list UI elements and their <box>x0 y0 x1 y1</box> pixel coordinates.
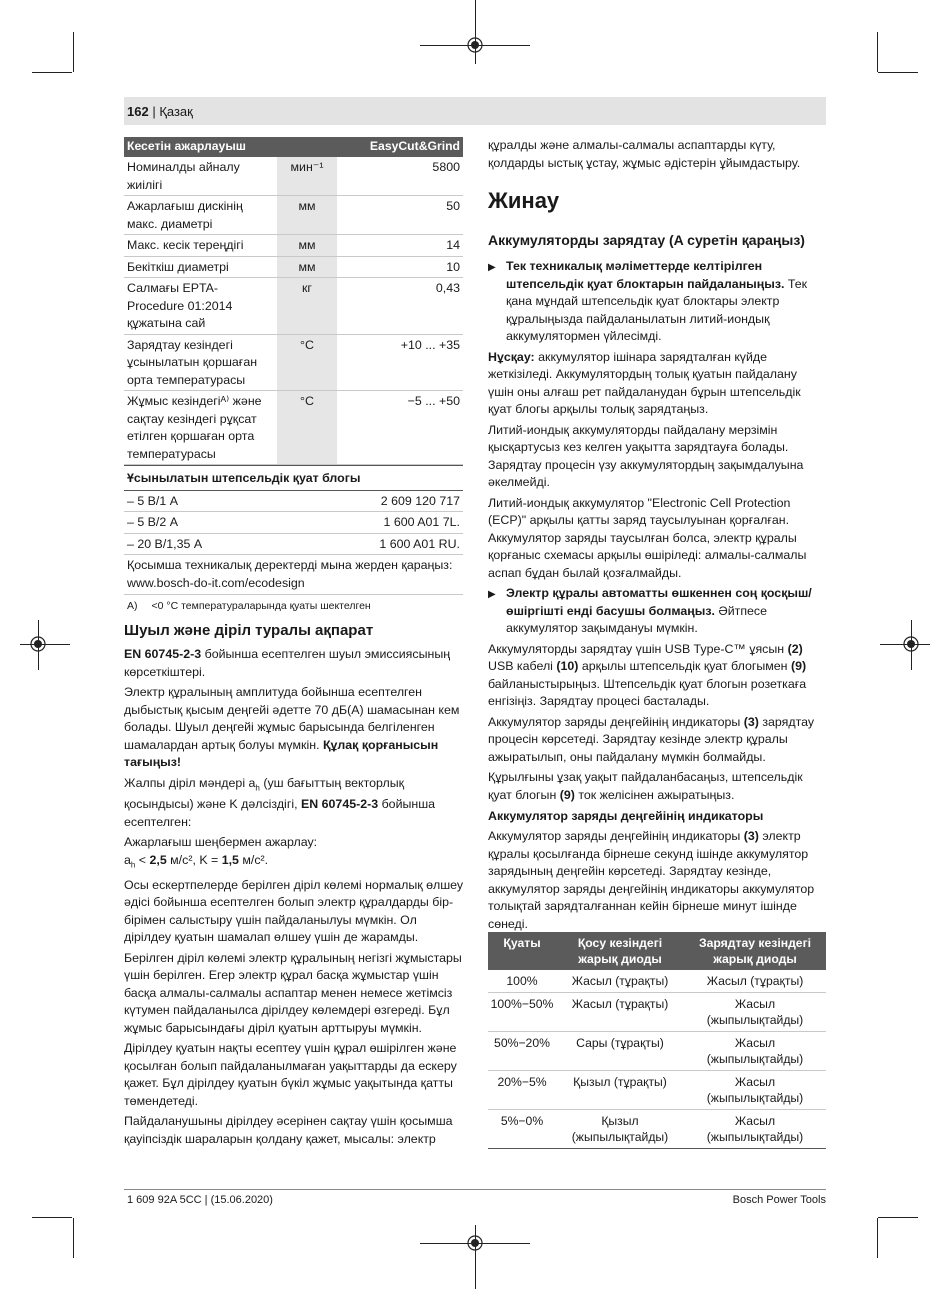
text: USB кабелі <box>488 659 557 673</box>
text <box>506 585 826 638</box>
text: Аккумулятор заряды деңгейінің индикаторы <box>488 829 744 843</box>
spec-label: Ажарлағыш дискінің макс. диаметрі <box>127 199 243 231</box>
spec-unit: мм <box>277 257 337 278</box>
spec-label: Жұмыс кезіндегіᴬ⁾ және сақтау кезіндегі рұқсат етілген қоршаған орта температурасы <box>127 394 262 461</box>
table-cell: Сары (тұрақты) <box>576 1036 664 1050</box>
table-cell: Жасыл (тұрақты) <box>571 974 669 988</box>
charging-title: Аккумуляторды зарядтау (A суретін қараңыз) <box>488 232 805 248</box>
spec-row <box>124 196 463 235</box>
table-row <box>488 970 826 993</box>
text: Аккумуляторды зарядтау үшін USB Type-C™ ұясын <box>488 641 788 656</box>
table-cell: Жасыл (тұрақты) <box>571 997 669 1011</box>
spec-value: −5 ... +50 <box>407 394 460 408</box>
charger-row <box>124 512 463 534</box>
spec-unit: °C <box>277 335 337 391</box>
noise-body <box>124 646 464 1151</box>
charger-name: – 5 В/2 А <box>127 515 178 529</box>
table-row <box>488 1071 826 1110</box>
safety-item <box>488 585 826 638</box>
noise-section-title: Шуыл және діріл туралы ақпарат <box>124 622 374 639</box>
paragraph <box>488 769 826 804</box>
ref-number: (10) <box>556 659 579 673</box>
charger-name: – 5 В/1 А <box>127 493 178 508</box>
spec-table <box>124 137 463 619</box>
charger-code: 2 609 120 717 <box>380 493 460 508</box>
text: ток желісінен ажыратыңыз. <box>574 787 735 802</box>
crop-mark <box>73 1218 74 1258</box>
spec-label: Бекіткіш диаметрі <box>127 259 229 274</box>
paragraph <box>488 641 826 711</box>
arrow-bullet-icon: ▶ <box>488 262 496 273</box>
text: арқылы штепсельдік қуат блогымен <box>578 659 791 673</box>
charger-row <box>124 534 463 556</box>
spec-value: +10 ... +35 <box>400 337 460 352</box>
table-cell: 20%−5% <box>497 1075 547 1089</box>
text: Әйтпесе аккумулятор зақымдануы мүмкін. <box>506 603 768 635</box>
text: Жалпы діріл мәндері a <box>124 775 256 790</box>
paragraph: Пайдаланушыны дірілдеу әсерінен сақтау үшін қосымша қауіпсіздік шараларын қолдану қажет, мысалы: электр <box>124 1114 453 1146</box>
footer-doc-number: 1 609 92A 5CC | (15.06.2020) <box>127 1194 273 1206</box>
spec-row <box>124 257 463 279</box>
spec-unit: мин⁻¹ <box>277 157 337 195</box>
paragraph <box>488 828 826 933</box>
spec-value: 10 <box>446 259 460 274</box>
charge-level-title: Аккумулятор заряды деңгейінің индикаторы <box>488 809 764 823</box>
spec-row <box>124 157 463 196</box>
ref-number: (3) <box>743 829 759 843</box>
table-cell: Қызыл (тұрақты) <box>573 1075 667 1089</box>
ref-number: (9) <box>559 787 575 802</box>
crop-mark <box>878 1217 918 1218</box>
table-row <box>488 1110 826 1149</box>
table-cell: Жасыл (жыпылықтайды) <box>706 1114 804 1144</box>
text: Электр құралының амплитуда бойынша есептелген дыбыстық қысым деңгейі әдетте 70 дБ(A) шамасынан кем болады. Шуыл деңгейі жұмыс барысында белгіленген шамалардан артық болуы мүмкін. <box>124 685 460 752</box>
crop-mark <box>32 72 72 73</box>
spec-head-right: EasyCut&Grind <box>369 139 460 154</box>
text: аккумулятор ішінара зарядталған күйде жеткізіледі. Аккумулятордың толық қуатын пайдалану үшін оны алғаш рет пайдаланудан бұрын штепсельдік қуат блогы арқылы толық зарядтаңыз. <box>488 349 801 416</box>
text: зарядтау процесін көрсетеді. Зарядтау кезінде электр құралы ажыратылып, оны пайдалану мүмкін болмайды. <box>488 714 815 764</box>
text: м/с², K = <box>166 852 222 867</box>
standard-ref: EN 60745-2-3 <box>124 647 202 661</box>
paragraph <box>124 684 464 772</box>
charge-level-body <box>488 828 826 936</box>
charger-section-title: Ұсынылатын штепсельдік қуат блогы <box>124 465 463 491</box>
table-cell: Жасыл (тұрақты) <box>706 974 804 988</box>
column-header: Қуаты <box>503 936 541 950</box>
table-cell: 50%−20% <box>494 1036 550 1050</box>
text: (уш бағыттың векторлық қосындысы) және K дәлсіздігі, <box>124 775 405 812</box>
footer-brand: Bosch Power Tools <box>732 1194 826 1206</box>
assembly-title: Жинау <box>488 188 560 213</box>
registration-mark-icon <box>464 1232 486 1254</box>
paragraph: Литий-иондық аккумуляторды пайдалану мерзімін қысқартусыз кез келген уақытта зарядтауға болады. Зарядтау процесін үзу аккумулятордың зақымдалуына әкелмейді. <box>488 422 804 489</box>
charger-row <box>124 491 463 513</box>
text: Ажарлағыш шеңбермен ажарлау: <box>124 835 318 850</box>
paragraph <box>124 834 464 852</box>
column-header: Зарядтау кезіндегі жарық диоды <box>698 936 812 966</box>
footnote-mark: A) <box>127 600 138 612</box>
spec-value: 50 <box>446 199 460 213</box>
text: Құрылғыны ұзақ уақыт пайдаланбасаңыз, штепсельдік қуат блогын <box>488 770 803 802</box>
spec-label: Зарядтау кезіндегі ұсынылатын қоршаған орта температурасы <box>127 337 258 387</box>
table-cell: Қызыл (жыпылықтайды) <box>571 1114 669 1144</box>
led-table <box>488 932 826 1149</box>
subscript: h <box>130 860 136 870</box>
text: < <box>135 852 150 867</box>
table-row <box>488 993 826 1032</box>
text <box>506 258 826 346</box>
spec-head-left: Кесетін ажарлауыш <box>127 139 246 154</box>
paragraph: Литий-иондық аккумулятор "Electronic Cell Protection (ECP)" арқылы қатты заряд таусылуынан қорғалған. Аккумулятор заряды таусылған болса, электр құралы қорғаныс схемасы арқылы өшіріледі: алмалы-салмалы аспап бұдан былай қозғалмайды. <box>488 495 807 580</box>
spec-footnote <box>124 595 463 619</box>
crop-mark <box>877 1218 878 1258</box>
paragraph <box>488 349 826 419</box>
spec-unit: мм <box>277 235 337 256</box>
crop-mark <box>32 1217 72 1218</box>
arrow-bullet-icon: ▶ <box>488 589 496 600</box>
crop-mark <box>877 32 878 72</box>
spec-row <box>124 391 463 465</box>
spec-row <box>124 278 463 335</box>
table-cell: Жасыл (жыпылықтайды) <box>706 1036 804 1066</box>
spec-label: Номиналды айналу жиілігі <box>127 160 240 192</box>
header-separator: | <box>148 104 160 119</box>
footnote-text: <0 °C температураларында қуаты шектелген <box>151 600 371 612</box>
ref-number: (3) <box>743 714 759 729</box>
spec-row <box>124 335 463 392</box>
registration-mark-icon <box>27 633 49 655</box>
text: a <box>124 852 131 867</box>
safety-item <box>488 258 826 346</box>
charging-body <box>488 258 826 807</box>
spec-row <box>124 235 463 257</box>
warning-text: Құлақ қорғанысын тағыңыз! <box>124 737 439 769</box>
paragraph <box>124 852 464 874</box>
table-cell: 100%−50% <box>490 997 554 1011</box>
note-label: Нұсқау: <box>488 349 535 364</box>
text: электр құралы қосылғанда бірнеше секунд ішінде аккумулятор зарядының деңгейін көрсетеді. Зарядтау кезінде, аккумулятор заряды деңгейінің индикаторы аккумулятор толықтай зарядталғаннан кейін бірнеше минут ішінде сөнеді. <box>488 829 815 931</box>
page-header-bar <box>124 97 826 125</box>
registration-mark-icon <box>900 633 922 655</box>
table-row <box>488 1032 826 1071</box>
ref-number: (9) <box>790 659 807 673</box>
column-header: Қосу кезіндегі жарық диоды <box>577 936 663 966</box>
paragraph <box>488 714 826 767</box>
spec-label: Макс. кесік тереңдігі <box>127 238 244 252</box>
spec-unit: °C <box>277 391 337 464</box>
page-header <box>127 103 193 121</box>
table-cell: 100% <box>506 974 538 988</box>
page-number: 162 <box>127 104 149 119</box>
value: 2,5 <box>149 852 167 867</box>
table-cell: Жасыл (жыпылықтайды) <box>706 997 804 1027</box>
spec-label: Салмағы EPTA-Procedure 01:2014 құжатына сай <box>127 281 233 330</box>
subscript: h <box>255 782 260 792</box>
bold-text: Тек техникалық мәліметтерде келтірілген штепсельдік қуат блоктарын пайдаланыңыз. <box>506 259 785 291</box>
paragraph <box>124 775 464 832</box>
text: бойынша есептелген: <box>124 797 436 829</box>
ref-number: (2) <box>787 641 803 656</box>
charger-code: 1 600 A01 RU. <box>379 536 460 551</box>
spec-value: 14 <box>446 238 460 252</box>
spec-value: 0,43 <box>435 281 460 295</box>
paragraph: құралды және алмалы-салмалы аспаптарды күту, қолдарды ыстық ұстау, жұмыс әдістерін ұйымдастыру. <box>488 138 801 170</box>
spec-table-header <box>124 137 463 157</box>
crop-mark <box>878 72 918 73</box>
header-language: Қазақ <box>159 104 193 119</box>
continued-text <box>488 137 828 175</box>
text: байланыстырыңыз. Штепсельдік қуат блогын розеткаға енгізіңіз. Зарядтау процесі басталады. <box>488 676 807 708</box>
standard-ref: EN 60745-2-3 <box>300 797 379 812</box>
led-table-header <box>488 932 826 970</box>
text: Тек қана мұндай штепсельдік қуат блоктары электр құралыңызда пайдаланылатын литий-иондық аккумулятормен үйлесімді. <box>506 276 808 343</box>
registration-mark-icon <box>464 34 486 56</box>
footer-divider <box>124 1189 826 1190</box>
spec-unit: мм <box>277 196 337 234</box>
paragraph: Осы ескертпелерде берілген діріл көлемі нормалық өлшеу әдісі бойынша есептелген болып электр құралдарды бір-бірімен салыстыру үшін пайдаланылуы мүмкін. Ол дірілдеу қуатын шамалап өлшеу үшін де жарамды. <box>124 877 464 945</box>
paragraph: Берілген діріл көлемі электр құралының негізгі жұмыстары үшін берілген. Егер электр құрал басқа жұмыстар үшін басқа алмалы-салмалы аспаптар менен немесе жетімсіз күтумен пайдаланылса дірілдеу көлемдері өзгереді. Бұл жұмыс барысындағы діріл қуатын арттыруы мүмкін. <box>124 950 462 1035</box>
text: м/с². <box>238 852 269 867</box>
charger-code: 1 600 A01 7L. <box>383 515 460 529</box>
paragraph: Дірілдеу қуатын нақты есептеу үшін құрал өшірілген және қосылған болып пайдаланылмаған уақыттарды да ескеру қажет. Бұл дірілдеу қуатын бүкіл жұмыс уақытында қатты төмендетеді. <box>124 1041 457 1108</box>
spec-unit: кг <box>277 278 337 334</box>
table-cell: Жасыл (жыпылықтайды) <box>706 1075 804 1105</box>
charger-name: – 20 В/1,35 А <box>127 536 203 551</box>
text: бойынша есептелген шуыл эмиссиясының көрсеткіштері. <box>124 647 451 679</box>
text: Аккумулятор заряды деңгейінің индикаторы <box>488 714 744 729</box>
table-cell: 5%−0% <box>500 1114 544 1128</box>
bold-text: Электр құралы автоматты өшкеннен соң қосқыш/өшіргішті енді басушы болмаңыз. <box>506 586 812 618</box>
value: 1,5 <box>221 852 239 867</box>
more-info-note: Қосымша техникалық деректерді мына жерден қараңыз: www.bosch-do-it.com/ecodesign <box>124 555 463 595</box>
spec-value: 5800 <box>432 160 460 174</box>
crop-mark <box>73 32 74 72</box>
paragraph <box>124 646 464 681</box>
